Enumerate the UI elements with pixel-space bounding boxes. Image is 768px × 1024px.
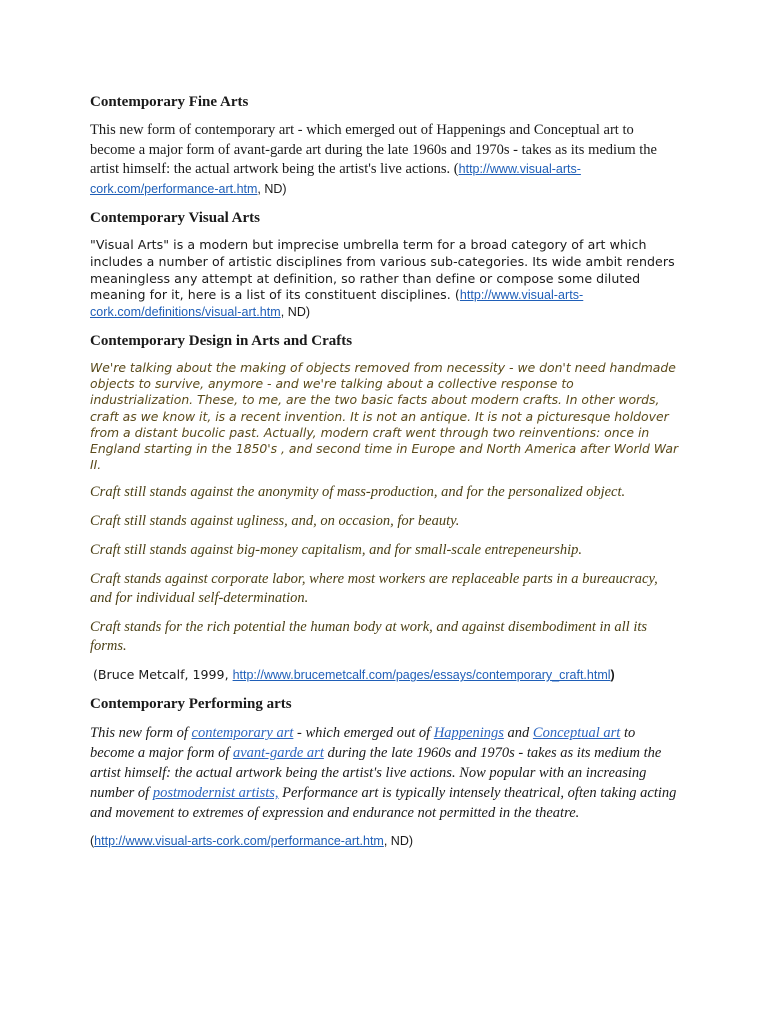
- perf-text-6: Performance art is typically intensely theatrical, often taking acting and movement to extremes of expression and endurance not permitted in the theatre.: [90, 785, 677, 822]
- design-citation: [90, 666, 680, 684]
- craft-line-3: Craft still stands against big-money capitalism, and for small-scale entrepeneurship.: [90, 542, 583, 559]
- craft-line-5: Craft stands for the rich potential the human body at work, and against disembodiment in all its forms.: [90, 619, 648, 655]
- link-fine-arts-source[interactable]: http://www.visual-arts-cork.com/performance-art.htm: [90, 162, 581, 196]
- perf-text-2: - which emerged out of: [293, 725, 434, 742]
- perf-text-1: This new form of: [90, 725, 192, 742]
- heading-design: Contemporary Design in Arts and Crafts: [90, 332, 353, 349]
- craft-line-1: Craft still stands against the anonymity of mass-production, and for the personalized object.: [90, 484, 626, 501]
- source-prefix: (: [90, 834, 95, 849]
- citation-suffix: ): [610, 668, 615, 683]
- perf-text-5: during the late 1960s and 1970s - takes as its medium the artist himself: the actual artwork being the artist's live actions. Now popular with an increasing number of: [90, 745, 662, 802]
- visual-arts-suffix: , ND): [280, 305, 311, 320]
- performing-source: [90, 834, 680, 848]
- design-quote: We're talking about the making of objects removed from necessity - we don't need handmade objects to survive, anymore - and we're talking about a collective response to industrialization. These, to me, are the two basic facts about modern crafts. In other words, craft as we know it, is a recent invention. It is not an antique. It is not a picturesque holdover from a distant bucolic past. Actually, modern craft went through two reinventions: once in England starting in the 1850's , and second time in Europe and North America after World War II.: [90, 359, 679, 473]
- heading-fine-arts: Contemporary Fine Arts: [90, 94, 249, 110]
- link-visual-arts-source[interactable]: http://www.visual-arts-cork.com/definitions/visual-art.htm: [90, 288, 584, 320]
- paragraph-fine-arts: [90, 121, 680, 199]
- link-contemporary-art[interactable]: contemporary art: [191, 725, 294, 742]
- link-metcalf-essay[interactable]: http://www.brucemetcalf.com/pages/essays/contemporary_craft.html: [232, 668, 611, 683]
- link-performing-source[interactable]: http://www.visual-arts-cork.com/performance-art.htm: [94, 834, 384, 849]
- paragraph-visual-arts: [90, 237, 680, 321]
- fine-arts-body: This new form of contemporary art - which emerged out of Happenings and Conceptual art to become a major form of avant-garde art during the late 1960s and 1970s - takes as its medium the artist himself: the actual artwork being the artist's live actions. (: [90, 122, 657, 177]
- perf-text-4: to become a major form of: [90, 725, 636, 762]
- craft-line-4: Craft stands against corporate labor, where most workers are replaceable parts in a bureaucracy, and for individual self-determination.: [90, 571, 658, 607]
- paragraph-performing: [90, 723, 680, 823]
- source-suffix: , ND): [383, 834, 414, 849]
- link-happenings[interactable]: Happenings: [433, 725, 504, 742]
- link-postmodernist-artists[interactable]: postmodernist artists,: [152, 785, 279, 802]
- link-conceptual-art[interactable]: Conceptual art: [532, 725, 621, 742]
- citation-prefix: (Bruce Metcalf, 1999,: [93, 667, 233, 683]
- perf-text-3: and: [503, 725, 533, 742]
- document-page: [90, 92, 680, 848]
- heading-performing: Contemporary Performing arts: [90, 696, 292, 713]
- fine-arts-suffix: , ND): [257, 181, 287, 196]
- craft-line-2: Craft still stands against ugliness, and, on occasion, for beauty.: [90, 513, 460, 530]
- heading-visual-arts: Contemporary Visual Arts: [90, 210, 260, 226]
- link-avant-garde-art[interactable]: avant-garde art: [232, 745, 324, 762]
- visual-arts-body: "Visual Arts" is a modern but imprecise umbrella term for a broad category of art which includes a number of artistic disciplines from various sub-categories. Its wide ambit renders meaningless any attempt at definition, so rather than define or compose some diluted meaning for it, here is a list of its constituent disciplines. (: [90, 237, 675, 303]
